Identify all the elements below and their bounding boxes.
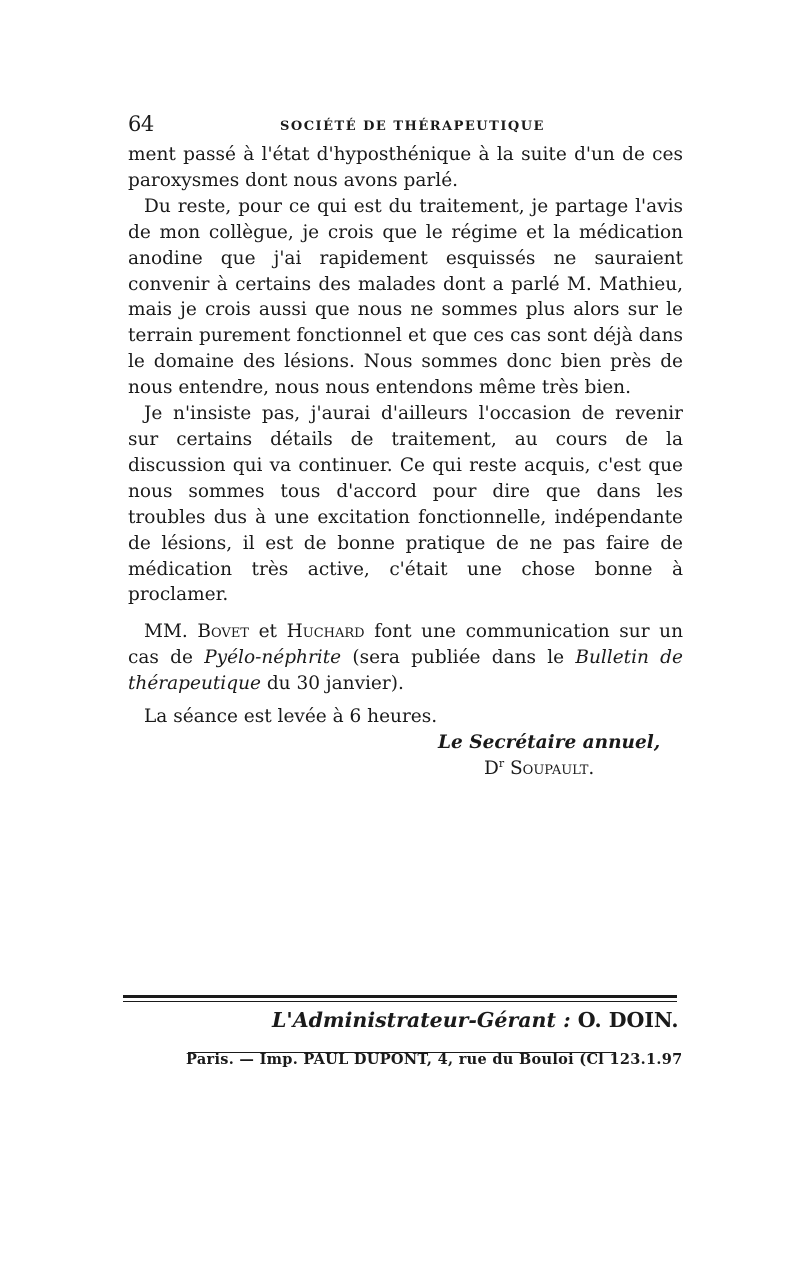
comm-title: Pyélo-néphrite (204, 647, 342, 669)
document-page (128, 112, 683, 782)
printer-imprint: Paris. — Imp. PAUL DUPONT, 4, rue du Bouloi (Cl 123.1.97 (186, 1051, 683, 1068)
comm-text3: du 30 janvier). (266, 673, 404, 695)
paragraph-continuation: ment passé à l'état d'hyposthénique à la suite d'un de ces paroxysmes dont nous avons parlé. (128, 144, 683, 191)
comm-journal: Bulletin de thérapeutique (128, 647, 683, 695)
footer-rule-thick (123, 995, 677, 998)
signature-title-sup: r (498, 756, 505, 770)
paragraph-traitement: Du reste, pour ce qui est du traitement, je partage l'avis de mon collègue, je crois que le régime et la médication anodine que j'ai rapidement esquissés ne sauraient convenir à certains des malades dont a parlé M. Mathieu, mais je crois aussi que nous ne sommes plus alors sur le terrain purement fonctionnel et que ces cas sont déjà dans le domaine des lésions. Nous sommes donc bien près de nous entendre, nous nous entendons même très bien. (128, 195, 683, 399)
signature-role: Le Secrétaire annuel, (438, 731, 661, 753)
comm-text2: (sera publiée dans le (352, 647, 565, 669)
signature-title-prefix: D (484, 757, 499, 779)
author-bovet: Bovet (197, 621, 249, 643)
paragraph-communication (128, 619, 683, 697)
comm-prefix: MM. (144, 621, 188, 643)
page-number: 64 (128, 112, 154, 136)
footer-rule-thin (123, 1001, 677, 1002)
author-huchard: Huchard (286, 621, 365, 643)
running-head (128, 112, 683, 142)
signature-surname: Soupault. (510, 757, 595, 779)
body-text (128, 142, 683, 730)
gerant-name: O. DOIN. (577, 1008, 679, 1032)
signature-name (484, 756, 800, 782)
gerant-label: L'Administrateur-Gérant : (272, 1008, 571, 1032)
comm-text1: font une communication sur un cas de (128, 621, 684, 669)
paragraph-insiste: Je n'insiste pas, j'aurai d'ailleurs l'occasion de revenir sur certains détails de traitement, au cours de la discussion qui va continuer. Ce qui reste acquis, c'est que nous sommes tous d'accord pour dire que dans les troubles dus à une excitation fonctionnelle, indépendante de lésions, il est de bonne pratique de ne pas faire de médication très active, c'était une chose bonne à proclamer. (128, 403, 683, 606)
signature-block (128, 730, 683, 782)
running-title: SOCIÉTÉ DE THÉRAPEUTIQUE (280, 119, 545, 134)
administrateur-gerant-line (272, 1008, 679, 1032)
paragraph-seance: La séance est levée à 6 heures. (144, 706, 438, 728)
comm-conj: et (258, 621, 277, 643)
